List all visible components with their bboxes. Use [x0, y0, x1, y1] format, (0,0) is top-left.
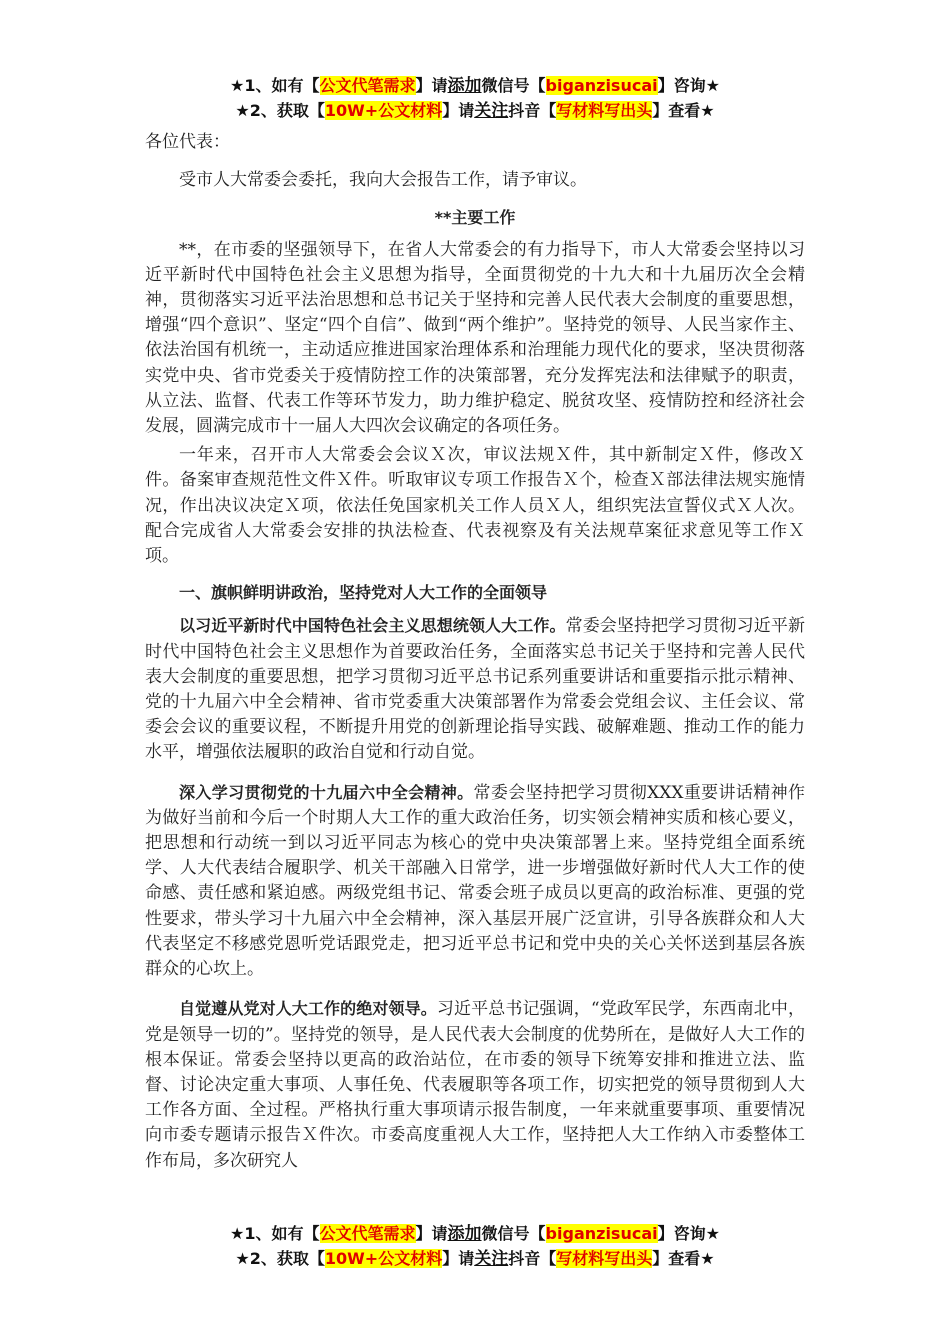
promo-banner-bottom-line1	[0, 1219, 950, 1244]
banner-text: ★2、获取【	[235, 101, 325, 120]
banner-text: 抖音【	[508, 1249, 557, 1268]
banner-text: 】咨询★	[657, 76, 720, 95]
paragraph-text: 习近平总书记强调，“党政军民学，东西南北中，党是领导一切的”。坚持党的领导，是人民代表大会制度的优势所在，是做好人大工作的根本保证。常委会坚持以更高的政治站位，在市委的领导下统筹安排和推进立法、监督、讨论决定重大事项、人事任免、代表履职等各项工作，切实把党的领导贯彻到人大工作各方面、全过程。严格执行重大事项请示报告制度，一年来就重要事项、重要情况向市委专题请示报告Ｘ件次。市委高度重视人大工作，坚持把人大工作纳入市委整体工作布局，多次研究人	[145, 999, 805, 1171]
banner-highlight: 公文代笔需求	[319, 76, 416, 95]
banner-highlight: 10W+公文材料	[324, 1249, 443, 1268]
banner-text: 】请	[442, 101, 475, 120]
section-title-1: 一、旗帜鲜明讲政治，坚持党对人大工作的全面领导	[179, 583, 548, 603]
banner-highlight: 写材料写出头	[556, 101, 653, 120]
paragraph-text: 常委会坚持把学习贯彻习近平新时代中国特色社会主义思想作为首要政治任务，全面落实总书记关于坚持和完善人民代表大会制度的重要思想，把学习贯彻习近平总书记系列重要讲话和重要指示批示精神、党的十九届六中全会精神、省市党委重大决策部署作为常委会党组会议、主任会议、常委会会议的重要议程，不断提升用党的创新理论指导实践、破解难题、推动工作的能力水平，增强依法履职的政治自觉和行动自觉。	[145, 616, 805, 763]
banner-text: 】请	[415, 1224, 448, 1243]
banner-text: 】请	[442, 1249, 475, 1268]
banner-underline: 关注	[474, 1249, 509, 1269]
promo-banner-bottom-line2	[0, 1244, 950, 1269]
paragraph-plenum	[145, 780, 805, 983]
document-body	[145, 126, 805, 1174]
banner-underline: 添加	[447, 76, 482, 96]
paragraph-theory	[145, 613, 805, 765]
paragraph-lead: 以习近平新时代中国特色社会主义思想统领人大工作。	[179, 616, 566, 636]
paragraph-leadership	[145, 996, 805, 1173]
banner-text: ★1、如有【	[230, 76, 320, 95]
intro-paragraph: 受市人大常委会委托，我向大会报告工作，请予审议。	[179, 170, 587, 191]
banner-text: 微信号【	[481, 1224, 546, 1243]
promo-banner-top-line2	[0, 96, 950, 121]
banner-underline: 添加	[447, 1224, 482, 1244]
banner-text: 】查看★	[652, 101, 715, 120]
banner-text: 微信号【	[481, 76, 546, 95]
banner-text: 抖音【	[508, 101, 557, 120]
paragraph-lead: 深入学习贯彻党的十九届六中全会精神。	[179, 782, 474, 802]
banner-underline: 关注	[474, 101, 509, 121]
section-heading: **主要工作	[434, 208, 516, 228]
banner-text: ★2、获取【	[235, 1249, 325, 1268]
promo-banner-top-line1	[0, 71, 950, 96]
paragraph-statistics: 一年来，召开市人大常委会会议Ｘ次，审议法规Ｘ件，其中新制定Ｘ件，修改Ｘ件。备案审查规范性文件Ｘ件。听取审议专项工作报告Ｘ个，检查Ｘ部法律法规实施情况，作出决议决定Ｘ项，依法任免国家机关工作人员Ｘ人，组织宪法宣誓仪式Ｘ人次。配合完成省人大常委会安排的执法检查、代表视察及有关法规草案征求意见等工作Ｘ项。	[145, 445, 805, 567]
banner-highlight: 10W+公文材料	[324, 101, 443, 120]
banner-text: ★1、如有【	[230, 1224, 320, 1243]
banner-text: 】查看★	[652, 1249, 715, 1268]
paragraph-lead: 自觉遵从党对人大工作的绝对领导。	[179, 999, 437, 1019]
banner-text: 】请	[415, 76, 448, 95]
paragraph-overview: **，在市委的坚强领导下，在省人大常委会的有力指导下，市人大常委会坚持以习近平新时代中国特色社会主义思想为指导，全面贯彻党的十九大和十九届历次全会精神，贯彻落实习近平法治思想和总书记关于坚持和完善人民代表大会制度的重要思想，增强“四个意识”、坚定“四个自信”、做到“两个维护”。坚持党的领导、人民当家作主、依法治国有机统一，主动适应推进国家治理体系和治理能力现代化的要求，坚决贯彻落实党中央、省市党委关于疫情防控工作的决策部署，充分发挥宪法和法律赋予的职责，从立法、监督、代表工作等环节发力，助力维护稳定、脱贫攻坚、疫情防控和经济社会发展，圆满完成市十一届人大四次会议确定的各项任务。	[145, 239, 805, 437]
banner-highlight: 写材料写出头	[556, 1249, 653, 1268]
paragraph-text: 常委会坚持把学习贯彻XXX重要讲话精神作为做好当前和今后一个时期人大工作的重大政治任务，切实领会精神实质和核心要义，把思想和行动统一到以习近平同志为核心的党中央决策部署上来。坚持党组全面系统学、人大代表结合履职学、机关干部融入日常学，进一步增强做好新时代人大工作的使命感、责任感和紧迫感。两级党组书记、常委会班子成员以更高的政治标准、更强的党性要求，带头学习十九届六中全会精神，深入基层开展广泛宣讲，引导各族群众和人大代表坚定不移感党恩听党话跟党走，把习近平总书记和党中央的关心关怀送到基层各族群众的心坎上。	[145, 782, 805, 980]
banner-highlight: 公文代笔需求	[319, 1224, 416, 1243]
banner-highlight: biganzisucai	[545, 1224, 658, 1243]
banner-highlight: biganzisucai	[545, 76, 658, 95]
salutation: 各位代表：	[145, 132, 230, 152]
banner-text: 】咨询★	[657, 1224, 720, 1243]
